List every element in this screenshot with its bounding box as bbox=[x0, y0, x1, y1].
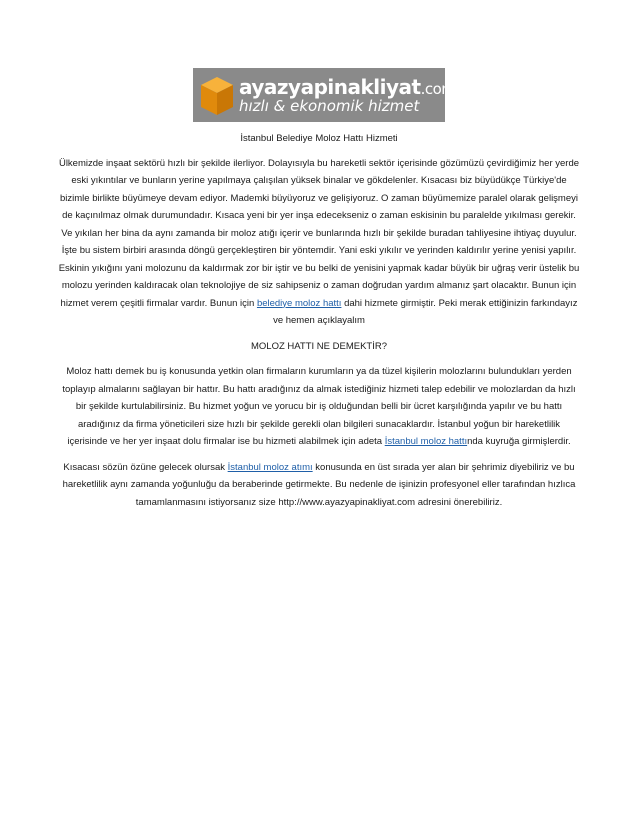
istanbul-moloz-hatti-link[interactable]: İstanbul moloz hattı bbox=[384, 436, 468, 447]
section-heading: MOLOZ HATTI NE DEMEKTİR? bbox=[250, 340, 387, 352]
paragraph-conclusion-text-2: konusunda en üst sırada yer alan bir şehrimiz diyebiliriz ve bu hareketlilik aynı zamanda yoğunluğu da beraberinde getirmekte. Bu nedenle de işinizin profesyonel eller tarafından hızlıca tamamlanmasını istiyorsanız size http://www.ayazyapinakliyat.com adresini önerebiliriz. bbox=[62, 461, 576, 508]
document-body bbox=[58, 130, 580, 519]
paragraph-definition-text-2: nda kuyruğa girmişlerdir. bbox=[467, 436, 571, 447]
paragraph-definition-text-1: Moloz hattı demek bu iş konusunda yetkin olan firmaların kurumların ya da tüzel kişilerin molozlarını bulundukları yerden toplayıp almalarını sağlayan bir hattır. Bu hattı aradığınız da almak istediğiniz hizmeti talep edebilir ve molozlardan da hızlı bir şekilde kurtulabilirsiniz. Bu hizmet yoğun ve yorucu bir iş olduğundan belli bir ücret karşılığında yapılır ve bu hattı aradığınız da firma yöneticileri size hızlı bir şekilde gerekli olan bilgileri sunacaklardır. İstanbul yoğun bir hareketlilik içerisinde ve her yer inşaat dolu firmalar ise bu hizmeti alabilmek için adeta bbox=[62, 366, 576, 447]
document-title: İstanbul Belediye Moloz Hattı Hizmeti bbox=[240, 133, 398, 144]
paragraph-conclusion bbox=[58, 459, 580, 512]
paragraph-definition bbox=[58, 363, 580, 451]
site-logo bbox=[193, 68, 456, 122]
paragraph-intro-text-2: dahi hizmete girmiştir. Peki merak ettiğinizin farkındayız ve hemen açıklayalım bbox=[273, 297, 578, 326]
box-icon bbox=[199, 73, 235, 117]
logo-domain bbox=[239, 74, 456, 99]
paragraph-intro bbox=[58, 155, 580, 330]
paragraph-conclusion-text-1: Kısacası sözün özüne gelecek olursak bbox=[63, 461, 228, 473]
belediye-moloz-hatti-link[interactable]: belediye moloz hattı bbox=[256, 297, 342, 309]
logo-text bbox=[239, 74, 456, 115]
logo-domain-tld: .com bbox=[420, 79, 456, 98]
istanbul-moloz-atimi-link[interactable]: İstanbul moloz atımı bbox=[227, 461, 313, 473]
logo-slogan: hızlı & ekonomik hizmet bbox=[239, 96, 420, 115]
paragraph-intro-text-1: Ülkemizde inşaat sektörü hızlı bir şekilde ilerliyor. Dolayısıyla bu hareketli sektör içerisinde gözümüzü çevirdiğimiz her yerde eski yıkıntılar ve bunların yerine yapılmaya çalışılan yüksek binalar ve gökdelenler. Kısacası biz büyüdükçe Türkiye'de bizimle birlikte büyümeye devam ediyor. Mademki büyüyoruz ve gelişiyoruz. O zaman büyümemize paralel olarak gelişmeyi de kaçınılmaz olmak durumundadır. Kısaca yeni bir yer inşa edecekseniz o zaman eskisinin bu paralelde yıkılması gerekir. Ve yıkılan her bina da aynı zamanda bir moloz atığı içerir ve bunlarında hızlı bir şekilde buradan tahliyesine ihtiyaç duyulur. İşte bu sistem birbiri arasında döngü gerçekleştiren bir yöntemdir. Yani eski yıkılır ve yerinden kaldırılır yerine yenisi yapılır. Eskinin yıkığını yani molozunu da kaldırmak zor bir iştir ve bu belki de yenisini yapmak kadar büyük bir uğraş verir üstelik bu molozu yerinden kaldıracak olan teknolojiye de siz sahipseniz o zaman doğrudan yardım almanız şart olacaktır. Bunun için hizmet verem çeşitli firmalar vardır. Bunun için bbox=[58, 157, 580, 309]
logo-domain-main: ayazyapinakliyat bbox=[239, 74, 421, 99]
